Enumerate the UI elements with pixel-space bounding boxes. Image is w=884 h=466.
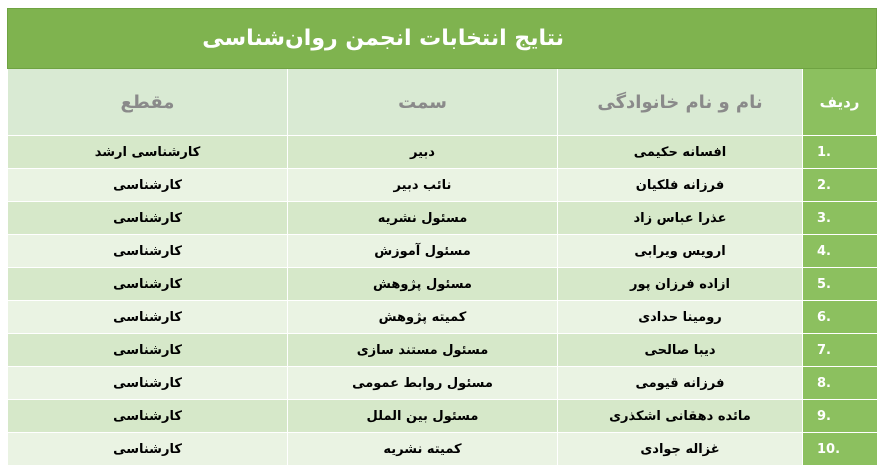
row-role: مسئول نشریه bbox=[288, 202, 558, 235]
row-degree: کارشناسی bbox=[7, 301, 287, 334]
row-name: ازاده فرزان پور bbox=[558, 268, 803, 301]
table-title: نتایج انتخابات انجمن روان‌شناسی bbox=[7, 9, 876, 69]
row-role: نائب دبیر bbox=[288, 169, 558, 202]
title-row bbox=[7, 9, 876, 69]
row-degree: کارشناسی bbox=[7, 400, 287, 433]
table-row bbox=[7, 202, 876, 235]
results-table-container bbox=[8, 8, 877, 457]
row-rank: 10. bbox=[803, 433, 877, 466]
row-role: مسئول آموزش bbox=[288, 235, 558, 268]
row-name: رومینا حدادی bbox=[558, 301, 803, 334]
row-rank: 6. bbox=[803, 301, 877, 334]
row-degree: کارشناسی bbox=[7, 268, 287, 301]
table-row bbox=[7, 169, 876, 202]
table-row bbox=[7, 433, 876, 466]
row-name: ارویس ویرابی bbox=[558, 235, 803, 268]
table-row bbox=[7, 268, 876, 301]
row-rank: 9. bbox=[803, 400, 877, 433]
row-degree: کارشناسی bbox=[7, 235, 287, 268]
row-rank: 5. bbox=[803, 268, 877, 301]
row-name: افسانه حکیمی bbox=[558, 136, 803, 169]
row-role: کمیته نشریه bbox=[288, 433, 558, 466]
table-row bbox=[7, 400, 876, 433]
row-degree: کارشناسی bbox=[7, 433, 287, 466]
row-rank: 7. bbox=[803, 334, 877, 367]
election-results-table bbox=[7, 8, 877, 466]
row-role: مسئول روابط عمومی bbox=[288, 367, 558, 400]
header-name: نام و نام خانوادگی bbox=[558, 69, 803, 136]
row-rank: 3. bbox=[803, 202, 877, 235]
table-row bbox=[7, 367, 876, 400]
row-role: کمیته پژوهش bbox=[288, 301, 558, 334]
row-name: مائده دهقانی اشکذری bbox=[558, 400, 803, 433]
table-row bbox=[7, 301, 876, 334]
row-role: مسئول پژوهش bbox=[288, 268, 558, 301]
row-name: فرزانه قیومی bbox=[558, 367, 803, 400]
table-row bbox=[7, 136, 876, 169]
row-role: مسئول بین الملل bbox=[288, 400, 558, 433]
header-role: سمت bbox=[288, 69, 558, 136]
row-role: دبیر bbox=[288, 136, 558, 169]
header-row bbox=[7, 69, 876, 136]
row-rank: 4. bbox=[803, 235, 877, 268]
row-name: دیبا صالحی bbox=[558, 334, 803, 367]
table-row bbox=[7, 334, 876, 367]
row-name: غزاله جوادی bbox=[558, 433, 803, 466]
row-degree: کارشناسی bbox=[7, 169, 287, 202]
row-rank: 2. bbox=[803, 169, 877, 202]
row-degree: کارشناسی bbox=[7, 367, 287, 400]
row-rank: 8. bbox=[803, 367, 877, 400]
row-role: مسئول مستند سازی bbox=[288, 334, 558, 367]
row-degree: کارشناسی bbox=[7, 334, 287, 367]
header-rank: ردیف bbox=[803, 69, 877, 136]
row-degree: کارشناسی ارشد bbox=[7, 136, 287, 169]
row-degree: کارشناسی bbox=[7, 202, 287, 235]
table-row bbox=[7, 235, 876, 268]
row-rank: 1. bbox=[803, 136, 877, 169]
row-name: عذرا عباس زاد bbox=[558, 202, 803, 235]
header-degree: مقطع bbox=[7, 69, 287, 136]
row-name: فرزانه فلکیان bbox=[558, 169, 803, 202]
